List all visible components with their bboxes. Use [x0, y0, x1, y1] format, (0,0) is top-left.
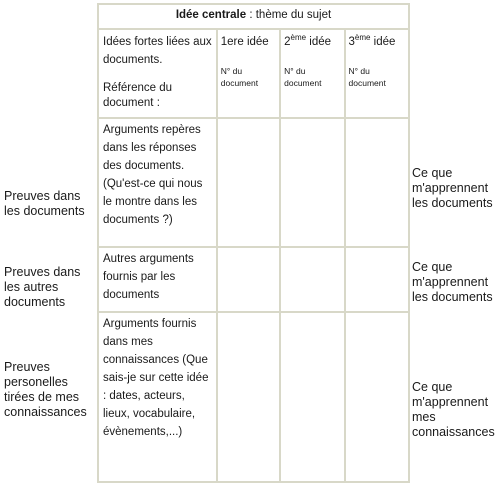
- column-head-3: [345, 29, 409, 118]
- header-title-rest: : thème du sujet: [246, 9, 332, 21]
- row1-blank-2: [280, 118, 344, 247]
- col3-prefix: 3: [348, 36, 355, 48]
- column-head-1: [217, 29, 280, 118]
- col3-sub: N° du document: [348, 66, 386, 88]
- row1-blank-1: [217, 118, 280, 247]
- first-cell-line1: Idées fortes liées aux documents.: [103, 36, 212, 66]
- row3-blank-1: [217, 312, 280, 482]
- row1-blank-3: [345, 118, 409, 247]
- col1-title: 1ere idée: [220, 36, 269, 48]
- row2-cell: Autres arguments fournis par les documents: [98, 247, 217, 312]
- col2-suffix: idée: [306, 36, 332, 48]
- idea-table: [97, 3, 410, 483]
- row2-right-label: Ce que m'apprennent les documents: [412, 260, 493, 304]
- table-header: [98, 4, 409, 29]
- row1-cell: Arguments repères dans les réponses des documents. (Qu'est-ce qui nous le montre dans les documents ?): [98, 118, 217, 247]
- row3-blank-2: [280, 312, 344, 482]
- column-head-2: [280, 29, 344, 118]
- row2-blank-2: [280, 247, 344, 312]
- col3-suffix: idée: [370, 36, 396, 48]
- row2-blank-1: [217, 247, 280, 312]
- first-cell-line2: Référence du document :: [103, 82, 173, 109]
- header-title-bold: Idée centrale: [175, 9, 247, 21]
- col2-sub: N° du document: [284, 66, 322, 88]
- row1-left-label: Preuves dans les documents: [4, 189, 85, 218]
- row3-right-label: Ce que m'apprennent mes connaissances: [412, 380, 495, 439]
- row2-blank-3: [345, 247, 409, 312]
- row3-blank-3: [345, 312, 409, 482]
- col2-sup: ème: [290, 33, 307, 43]
- header-first-cell: [98, 29, 217, 118]
- col2-prefix: 2: [284, 36, 291, 48]
- col1-sub: N° du document: [220, 66, 259, 88]
- row2-left-label: Preuves dans les autres documents: [4, 265, 81, 309]
- col3-sup: ème: [354, 33, 371, 43]
- row3-cell: Arguments fournis dans mes connaissances (Que sais-je sur cette idée : dates, acteurs, lieux, vocabulaire, évènements,...): [98, 312, 217, 482]
- row1-right-label: Ce que m'apprennent les documents: [412, 166, 493, 210]
- row3-left-label: Preuves personelles tirées de mes connaissances: [4, 360, 87, 419]
